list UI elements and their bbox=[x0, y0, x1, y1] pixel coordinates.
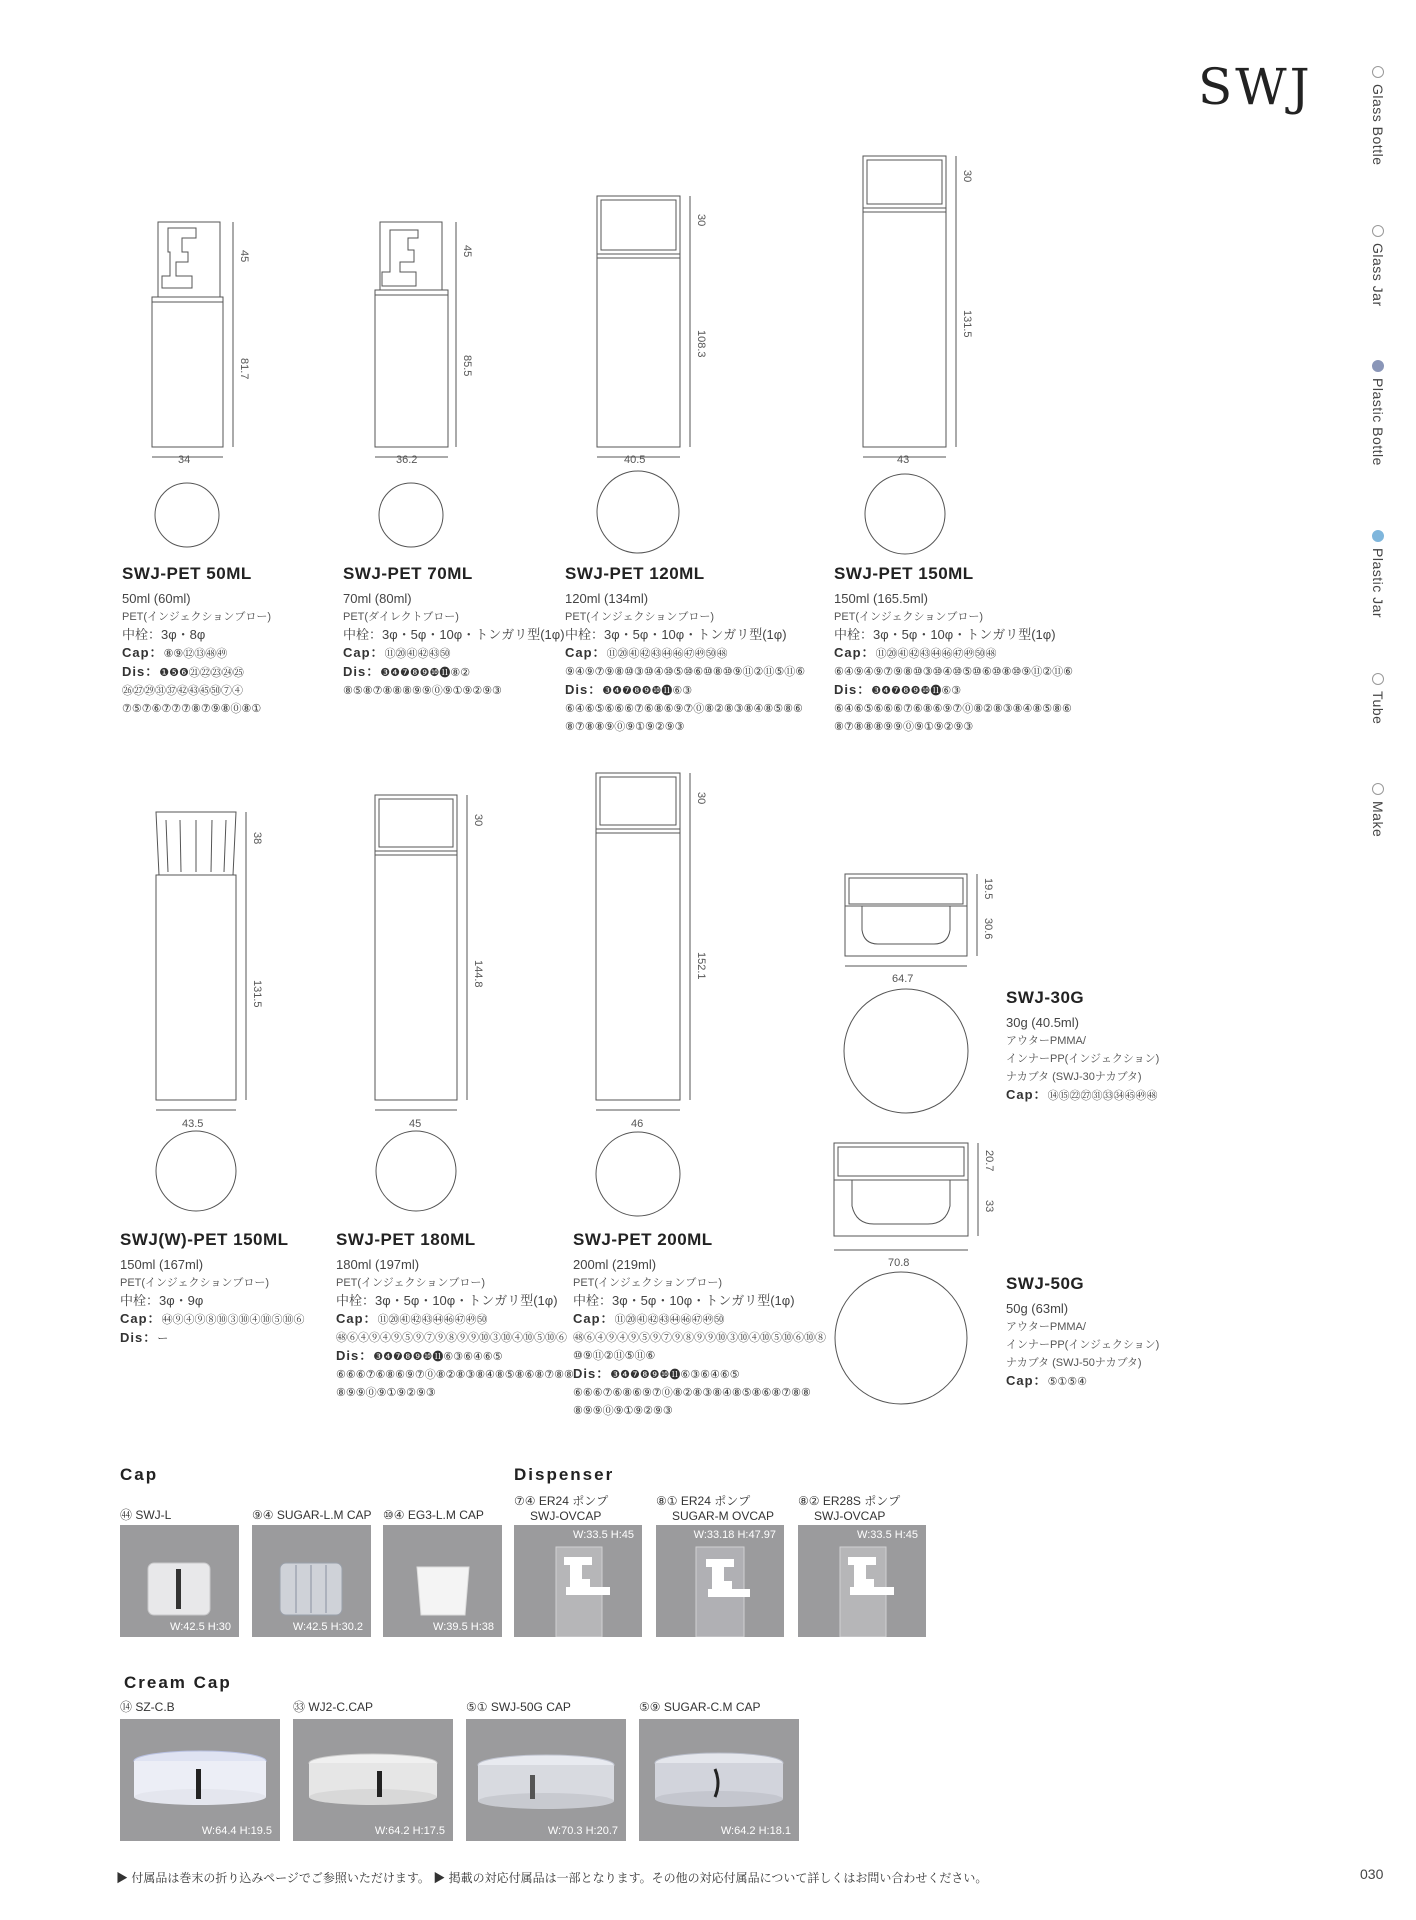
dim-label: 38 bbox=[251, 832, 263, 845]
side-tab-label: Tube bbox=[1370, 691, 1386, 725]
product-capacity: 50ml (60ml) bbox=[122, 591, 191, 606]
product-swj-50g bbox=[1006, 1274, 1159, 1391]
dim-label: 43.5 bbox=[182, 1118, 204, 1130]
dim-label: 30.6 bbox=[982, 918, 994, 940]
dim-label: 85.5 bbox=[461, 355, 473, 377]
product-dis-codes bbox=[120, 1329, 305, 1348]
product-swj-pet-120ml bbox=[565, 564, 805, 736]
dis-codes: ⑦⑤⑦⑥⑦⑦⑦⑧⑦⑨⑧⓪⑧① bbox=[122, 703, 262, 715]
accessory-label: ㉝ WJ2-C.CAP bbox=[293, 1700, 374, 1714]
product-capacity: 70ml (80ml) bbox=[343, 591, 412, 606]
product-material: PET(ダイレクトブロー) bbox=[343, 611, 459, 623]
cap-label: Cap： bbox=[336, 1311, 378, 1326]
accessory-photo-er28s-swj-ovcap bbox=[798, 1525, 926, 1637]
page-number: 030 bbox=[1360, 1866, 1384, 1882]
cream-cap-image bbox=[293, 1719, 453, 1841]
cap-codes: ⑨④⑨⑦⑨⑧⑩③⑩④⑩⑤⑩⑥⑩⑧⑩⑨⑪②⑪⑤⑪⑥ bbox=[565, 666, 806, 678]
cap-label: Cap： bbox=[1006, 1373, 1048, 1388]
product-dis-codes bbox=[573, 1365, 826, 1384]
dis-codes: ❸❹❼❽❾❿⓫⑥③ bbox=[602, 685, 693, 697]
dis-codes: ⑧⑨⑨⓪⑨①⑨②⑨③ bbox=[336, 1387, 436, 1399]
product-capacity: 150ml (167ml) bbox=[120, 1257, 204, 1272]
product-name: SWJ-50G bbox=[1006, 1274, 1085, 1293]
dis-codes: ⑥⑥⑥⑦⑥⑧⑥⑨⑦⓪⑧②⑧③⑧④⑧⑤⑧⑥⑧⑦⑧⑧ bbox=[573, 1387, 811, 1399]
product-material: PET(インジェクションブロー) bbox=[336, 1277, 486, 1289]
dis-codes: ⑧⑨⑨⓪⑨①⑨②⑨③ bbox=[573, 1405, 673, 1417]
dis-codes: ⑧⑦⑧⑧⑧⑨⑨⓪⑨①⑨②⑨③ bbox=[834, 721, 974, 733]
jar-drawing-50g bbox=[834, 1143, 978, 1404]
dis-label: Dis： bbox=[565, 682, 603, 697]
accessory-label-line: SWJ-OVCAP bbox=[814, 1509, 886, 1523]
accessory-dims: W:33.18 H:47.97 bbox=[693, 1529, 776, 1541]
dim-label: 45 bbox=[461, 245, 473, 258]
accessory-photo-sugar-lm-cap bbox=[252, 1525, 371, 1637]
dim-label: 131.5 bbox=[251, 980, 263, 1008]
cap-label: Cap： bbox=[834, 645, 876, 660]
dis-codes: ❸❹❼❽❾❿⓫⑥③ bbox=[871, 685, 962, 697]
product-name: SWJ-PET 70ML bbox=[343, 564, 473, 583]
cap-codes: ⑤①⑤④ bbox=[1047, 1376, 1088, 1388]
product-material: PET(インジェクションブロー) bbox=[565, 611, 715, 623]
pump-image bbox=[656, 1525, 784, 1637]
bottle-drawing-w150ml bbox=[156, 812, 246, 1211]
cap-label: Cap： bbox=[1006, 1087, 1048, 1102]
dis-codes: ❶❺❻㉑㉒㉓㉔㉕ bbox=[159, 667, 244, 679]
accessory-label: ⑤⑨ SUGAR-C.M CAP bbox=[639, 1700, 761, 1714]
dim-label: 33 bbox=[983, 1200, 995, 1213]
footer-note: ▶ 付属品は巻末の折り込みページでご参照いただけます。 ▶ 掲載の対応付属品は一部となります。その他の対応付属品について詳しくはお問い合わせください。 bbox=[116, 1871, 988, 1885]
side-tab-label: Plastic Jar bbox=[1370, 548, 1386, 619]
cap-codes: ⑪⑳㊶㊷㊸㊿ bbox=[384, 648, 451, 660]
side-tab-label: Plastic Bottle bbox=[1370, 378, 1386, 466]
page-title: SWJ bbox=[1198, 58, 1313, 116]
accessory-dims: W:42.5 H:30 bbox=[170, 1621, 231, 1633]
accessory-label bbox=[514, 1494, 608, 1524]
accessory-label: ⑨④ SUGAR-L.M CAP bbox=[252, 1508, 372, 1522]
accessory-photo-eg3-lm-cap bbox=[383, 1525, 502, 1637]
cap-codes: ㊽⑥④⑨④⑨⑤⑨⑦⑨⑧⑨⑨⑩③⑩④⑩⑤⑩⑥⑩⑧ bbox=[573, 1332, 826, 1344]
accessory-photo-er24-sugar-m-ovcap bbox=[656, 1525, 784, 1637]
product-material: ナカブタ (SWJ-50ナカブタ) bbox=[1006, 1357, 1142, 1369]
dis-codes: ❸❹❼❽❾❿⓫⑧② bbox=[380, 667, 471, 679]
dis-label: Dis： bbox=[343, 664, 381, 679]
product-cap-codes bbox=[1006, 1086, 1159, 1105]
product-capacity: 200ml (219ml) bbox=[573, 1257, 657, 1272]
product-material: PET(インジェクションブロー) bbox=[834, 611, 984, 623]
dim-label: 36.2 bbox=[396, 454, 418, 466]
product-capacity: 180ml (197ml) bbox=[336, 1257, 420, 1272]
cap-label: Cap： bbox=[122, 645, 164, 660]
cap-label: Cap： bbox=[573, 1311, 615, 1326]
dis-label: Dis： bbox=[573, 1366, 611, 1381]
dim-label: 30 bbox=[695, 214, 707, 227]
product-material: PET(インジェクションブロー) bbox=[573, 1277, 723, 1289]
cream-cap-image bbox=[639, 1719, 799, 1841]
dim-label: 70.8 bbox=[888, 1257, 910, 1269]
cream-cap-image bbox=[466, 1719, 626, 1841]
dim-label: 144.8 bbox=[472, 960, 484, 988]
pump-image bbox=[798, 1525, 926, 1637]
accessory-label-line: ⑦④ ER24 ポンプ bbox=[514, 1494, 609, 1508]
product-material: PET(インジェクションブロー) bbox=[120, 1277, 270, 1289]
product-dis-codes bbox=[565, 681, 805, 700]
dim-label: 45 bbox=[238, 250, 250, 263]
cap-label: Cap： bbox=[565, 645, 607, 660]
dim-label: 30 bbox=[472, 814, 484, 827]
product-material: PET(インジェクションブロー) bbox=[122, 611, 272, 623]
product-material: アウターPMMA/ bbox=[1006, 1321, 1086, 1333]
product-capacity: 50g (63ml) bbox=[1006, 1301, 1069, 1316]
accessory-label: ⑩④ EG3-L.M CAP bbox=[383, 1508, 484, 1522]
section-title-cap: Cap bbox=[120, 1465, 159, 1484]
product-dis-codes bbox=[336, 1347, 574, 1366]
product-swj-pet-150ml bbox=[834, 564, 1073, 736]
accessory-label bbox=[798, 1494, 900, 1524]
product-name: SWJ-PET 180ML bbox=[336, 1230, 476, 1249]
bottle-drawing-200ml bbox=[596, 773, 690, 1216]
product-inner: 中栓：3φ・5φ・10φ・トンガリ型(1φ) bbox=[834, 627, 1056, 642]
section-title-cream-cap: Cream Cap bbox=[124, 1673, 232, 1692]
product-inner: 中栓：3φ・5φ・10φ・トンガリ型(1φ) bbox=[565, 627, 787, 642]
cap-codes: ⑩⑨⑪②⑪⑤⑪⑥ bbox=[573, 1350, 656, 1362]
product-name: SWJ-30G bbox=[1006, 988, 1085, 1007]
dis-label: Dis： bbox=[122, 664, 160, 679]
cap-codes: ㊽⑥④⑨④⑨⑤⑨⑦⑨⑧⑨⑨⑩③⑩④⑩⑤⑩⑥ bbox=[336, 1332, 567, 1344]
dim-label: 20.7 bbox=[983, 1150, 995, 1172]
cap-codes: ㊹⑨④⑨⑧⑩③⑩④⑩⑤⑩⑥ bbox=[161, 1314, 305, 1326]
jar-drawing-30g bbox=[844, 874, 977, 1113]
dim-label: 108.3 bbox=[695, 330, 707, 358]
accessory-photo-er24-swj-ovcap bbox=[514, 1525, 642, 1637]
accessory-dims: W:42.5 H:30.2 bbox=[292, 1621, 363, 1633]
accessory-label-line: ⑧① ER24 ポンプ bbox=[656, 1494, 751, 1508]
dis-codes: ㉖㉗㉙㉛㊲㊷㊸㊺㊿⑦④ bbox=[122, 685, 243, 697]
dim-label: 131.5 bbox=[961, 310, 973, 338]
section-title-dispenser: Dispenser bbox=[514, 1465, 615, 1484]
product-inner: 中栓：3φ・8φ bbox=[122, 627, 206, 642]
accessory-photo-swj-50g-cap bbox=[466, 1719, 626, 1841]
dim-label: 64.7 bbox=[892, 973, 914, 985]
product-swj-30g bbox=[1006, 988, 1159, 1105]
product-cap-codes bbox=[336, 1310, 574, 1329]
side-tab-label: Glass Jar bbox=[1370, 243, 1386, 307]
accessory-dims: W:64.2 H:17.5 bbox=[374, 1825, 445, 1837]
product-dis-codes bbox=[343, 663, 565, 682]
dis-codes: ❸❹❼❽❾❿⓫⑥③⑥④⑥⑤ bbox=[373, 1351, 503, 1363]
bottle-drawing-50ml bbox=[152, 222, 233, 547]
product-capacity: 150ml (165.5ml) bbox=[834, 591, 928, 606]
product-swj-pet-50ml bbox=[122, 564, 271, 718]
product-dis-codes bbox=[834, 681, 1073, 700]
product-cap-codes bbox=[573, 1310, 826, 1329]
product-inner: 中栓：3φ・5φ・10φ・トンガリ型(1φ) bbox=[336, 1293, 558, 1308]
product-capacity: 30g (40.5ml) bbox=[1006, 1015, 1079, 1030]
accessory-label: ⑭ SZ-C.B bbox=[120, 1700, 175, 1714]
cap-codes: ⑪⑳㊶㊷㊸㊹㊻㊼㊾㊿㊽ bbox=[875, 648, 997, 660]
bottle-drawing-120ml bbox=[597, 196, 690, 553]
cap-codes: ⑪⑳㊶㊷㊸㊹㊻㊼㊾㊿ bbox=[377, 1314, 488, 1326]
dis-codes: ⑥④⑥⑤⑥⑥⑥⑦⑥⑧⑥⑨⑦⓪⑧②⑧③⑧④⑧⑤⑧⑥ bbox=[834, 703, 1072, 715]
cap-codes: ⑪⑳㊶㊷㊸㊹㊻㊼㊾㊿㊽ bbox=[606, 648, 728, 660]
accessory-dims: W:70.3 H:20.7 bbox=[547, 1825, 618, 1837]
product-swj-w-pet-150ml bbox=[120, 1230, 305, 1348]
product-cap-codes bbox=[343, 644, 565, 663]
bottle-drawing-70ml bbox=[375, 222, 456, 547]
product-name: SWJ-PET 150ML bbox=[834, 564, 974, 583]
accessory-label-line: SWJ-OVCAP bbox=[530, 1509, 602, 1523]
dim-label: 81.7 bbox=[238, 358, 250, 380]
accessory-photo-sz-cb bbox=[120, 1719, 280, 1841]
product-cap-codes bbox=[120, 1310, 305, 1329]
bottle-drawing-150ml bbox=[863, 156, 956, 554]
cap-codes: ⑪⑳㊶㊷㊸㊹㊻㊼㊾㊿ bbox=[614, 1314, 725, 1326]
dim-label: 30 bbox=[695, 792, 707, 805]
accessory-dims: W:33.5 H:45 bbox=[573, 1529, 634, 1541]
accessory-dims: W:64.4 H:19.5 bbox=[201, 1825, 272, 1837]
product-material: インナーPP(インジェクション) bbox=[1006, 1053, 1160, 1065]
product-inner: 中栓：3φ・5φ・10φ・トンガリ型(1φ) bbox=[573, 1293, 795, 1308]
accessory-photo-wj2-ccap bbox=[293, 1719, 453, 1841]
dim-label: 30 bbox=[961, 170, 973, 183]
cap-label: Cap： bbox=[120, 1311, 162, 1326]
cap-codes: ⑭⑮㉒㉗㉛㉝㉞㊺㊾㊽ bbox=[1047, 1090, 1158, 1102]
dis-label: Dis： bbox=[120, 1330, 158, 1345]
product-material: インナーPP(インジェクション) bbox=[1006, 1339, 1160, 1351]
product-cap-codes bbox=[834, 644, 1073, 663]
dis-label: Dis： bbox=[336, 1348, 374, 1363]
accessory-photo-swj-l bbox=[120, 1525, 239, 1637]
dim-label: 19.5 bbox=[982, 878, 994, 900]
cap-codes: ⑧⑨⑫⑬㊽㊾ bbox=[163, 648, 228, 660]
accessory-label-line: SUGAR-M OVCAP bbox=[672, 1509, 775, 1523]
product-swj-pet-180ml bbox=[336, 1230, 574, 1402]
product-name: SWJ-PET 50ML bbox=[122, 564, 252, 583]
product-name: SWJ-PET 200ML bbox=[573, 1230, 713, 1249]
cap-label: Cap： bbox=[343, 645, 385, 660]
dis-codes: ❸❹❼❽❾❿⓫⑥③⑥④⑥⑤ bbox=[610, 1369, 740, 1381]
product-cap-codes bbox=[1006, 1372, 1159, 1391]
accessory-label bbox=[656, 1494, 774, 1524]
dim-label: 34 bbox=[178, 454, 191, 466]
product-cap-codes bbox=[122, 644, 271, 663]
product-dis-codes bbox=[122, 663, 271, 682]
pump-image bbox=[514, 1525, 642, 1637]
accessory-label: ㊹ SWJ-L bbox=[120, 1508, 172, 1522]
dis-codes: ⑧⑤⑧⑦⑧⑧⑧⑨⑨⓪⑨①⑨②⑨③ bbox=[343, 685, 502, 697]
dim-label: 43 bbox=[897, 454, 910, 466]
accessory-dims: W:33.5 H:45 bbox=[857, 1529, 918, 1541]
product-swj-pet-200ml bbox=[573, 1230, 826, 1420]
dim-label: 40.5 bbox=[624, 454, 646, 466]
dis-codes: ⑧⑦⑧⑧⑨⓪⑨①⑨②⑨③ bbox=[565, 721, 685, 733]
cream-cap-image bbox=[120, 1719, 280, 1841]
accessory-photo-sugar-cm-cap bbox=[639, 1719, 799, 1841]
dis-codes: ⑥⑥⑥⑦⑥⑧⑥⑨⑦⓪⑧②⑧③⑧④⑧⑤⑧⑥⑧⑦⑧⑧ bbox=[336, 1369, 574, 1381]
accessory-label: ⑤① SWJ-50G CAP bbox=[466, 1700, 571, 1714]
accessory-dims: W:39.5 H:38 bbox=[433, 1621, 494, 1633]
cap-codes: ⑥④⑨④⑨⑦⑨⑧⑩③⑩④⑩⑤⑩⑥⑩⑧⑩⑨⑪②⑪⑥ bbox=[834, 666, 1073, 678]
product-material: ナカブタ (SWJ-30ナカブタ) bbox=[1006, 1071, 1142, 1083]
dis-codes: ⑥④⑥⑤⑥⑥⑥⑦⑥⑧⑥⑨⑦⓪⑧②⑧③⑧④⑧⑤⑧⑥ bbox=[565, 703, 803, 715]
product-cap-codes bbox=[565, 644, 805, 663]
dim-label: 45 bbox=[409, 1118, 422, 1130]
dis-label: Dis： bbox=[834, 682, 872, 697]
product-material: アウターPMMA/ bbox=[1006, 1035, 1086, 1047]
accessory-label-line: ⑧② ER28S ポンプ bbox=[798, 1494, 901, 1508]
dis-codes: ー bbox=[157, 1333, 169, 1345]
product-name: SWJ(W)-PET 150ML bbox=[120, 1230, 289, 1249]
product-inner: 中栓：3φ・5φ・10φ・トンガリ型(1φ) bbox=[343, 627, 565, 642]
accessory-dims: W:64.2 H:18.1 bbox=[720, 1825, 791, 1837]
product-inner: 中栓：3φ・9φ bbox=[120, 1293, 204, 1308]
product-name: SWJ-PET 120ML bbox=[565, 564, 705, 583]
dim-label: 152.1 bbox=[695, 952, 707, 980]
product-swj-pet-70ml bbox=[343, 564, 565, 700]
product-capacity: 120ml (134ml) bbox=[565, 591, 649, 606]
bottle-drawing-180ml bbox=[375, 795, 467, 1211]
side-tab-label: Make bbox=[1370, 801, 1386, 838]
side-tab-label: Glass Bottle bbox=[1370, 84, 1386, 166]
dim-label: 46 bbox=[631, 1118, 644, 1130]
